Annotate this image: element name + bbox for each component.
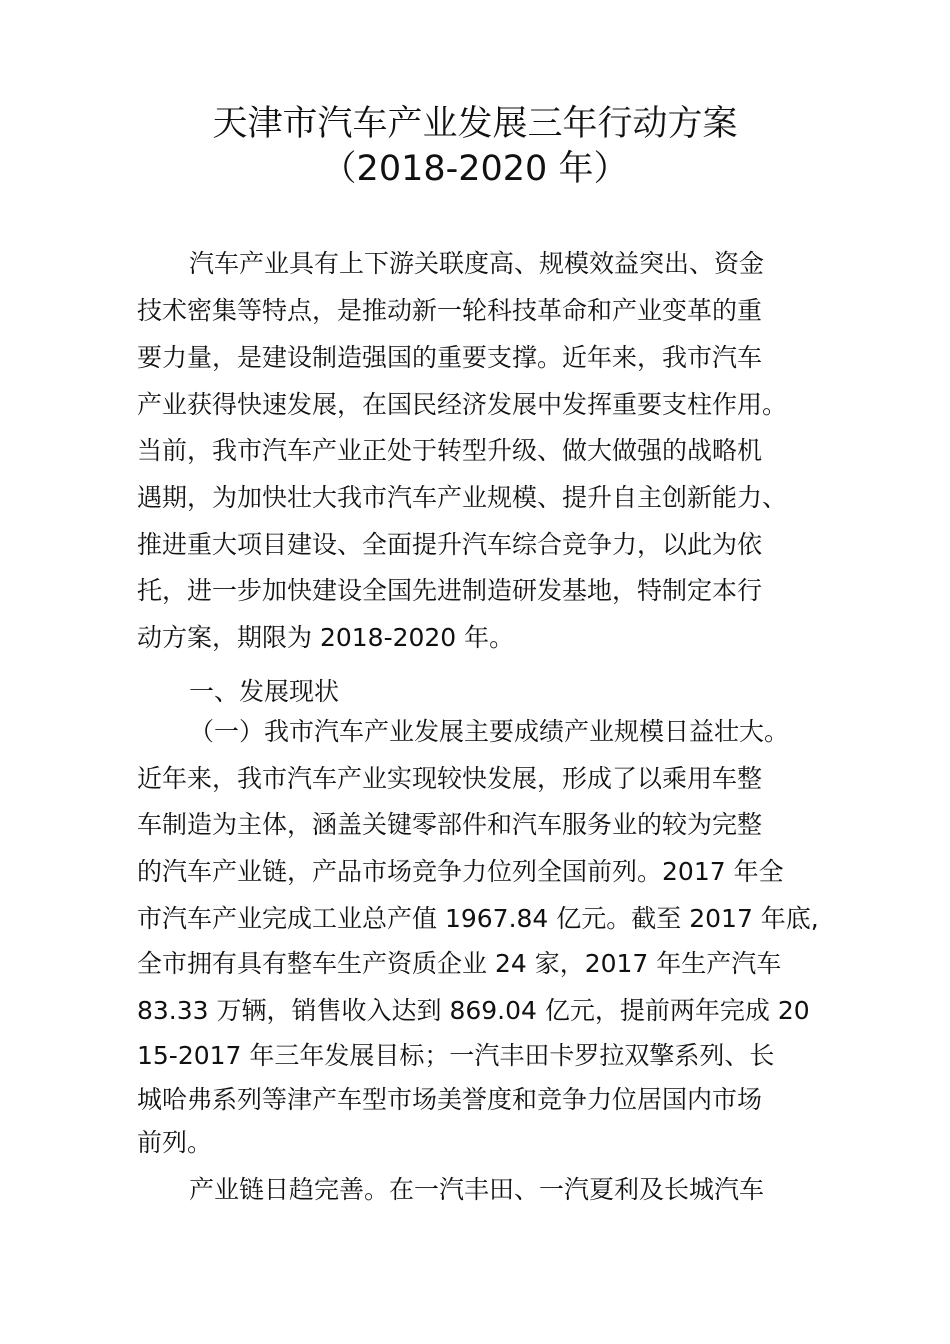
body-line: 15-2017 年三年发展目标；一汽丰田卡罗拉双擎系列、长 xyxy=(137,1041,775,1070)
document-title-period: （2018-2020 年） xyxy=(321,149,629,189)
body-line: 83.33 万辆，销售收入达到 869.04 亿元，提前两年完成 20 xyxy=(137,996,810,1025)
intro-line: 当前，我市汽车产业正处于转型升级、做大做强的战略机 xyxy=(137,436,763,465)
body-line: 全市拥有具有整车生产资质企业 24 家，2017 年生产汽车 xyxy=(137,949,782,978)
intro-line: 遇期，为加快壮大我市汽车产业规模、提升自主创新能力、 xyxy=(137,483,788,512)
body-line: 城哈弗系列等津产车型市场美誉度和竞争力位居国内市场 xyxy=(137,1085,763,1114)
document-title: 天津市汽车产业发展三年行动方案 xyxy=(212,104,738,144)
intro-line: 技术密集等特点，是推动新一轮科技革命和产业变革的重 xyxy=(137,296,763,325)
body-line: 产业链日趋完善。在一汽丰田、一汽夏利及长城汽车 xyxy=(189,1175,765,1204)
intro-line: 推进重大项目建设、全面提升汽车综合竞争力，以此为依 xyxy=(137,530,763,559)
section-heading: 一、发展现状 xyxy=(189,677,340,706)
body-line: 车制造为主体，涵盖关键零部件和汽车服务业的较为完整 xyxy=(137,810,763,839)
intro-line: 动方案，期限为 2018-2020 年。 xyxy=(137,623,515,652)
intro-line: 产业获得快速发展，在国民经济发展中发挥重要支柱作用。 xyxy=(137,390,788,419)
body-line: 市汽车产业完成工业总产值 1967.84 亿元。截至 2017 年底, xyxy=(137,904,819,933)
intro-line: 托，进一步加快建设全国先进制造研发基地，特制定本行 xyxy=(137,576,763,605)
intro-line: 汽车产业具有上下游关联度高、规模效益突出、资金 xyxy=(189,249,765,278)
body-line: 近年来，我市汽车产业实现较快发展，形成了以乘用车整 xyxy=(137,764,763,793)
subsection-heading: （一）我市汽车产业发展主要成绩产业规模日益壮大。 xyxy=(189,717,790,746)
intro-line: 要力量，是建设制造强国的重要支撑。近年来，我市汽车 xyxy=(137,343,763,372)
body-line: 前列。 xyxy=(137,1128,213,1157)
body-line: 的汽车产业链，产品市场竞争力位列全国前列。2017 年全 xyxy=(137,857,784,886)
